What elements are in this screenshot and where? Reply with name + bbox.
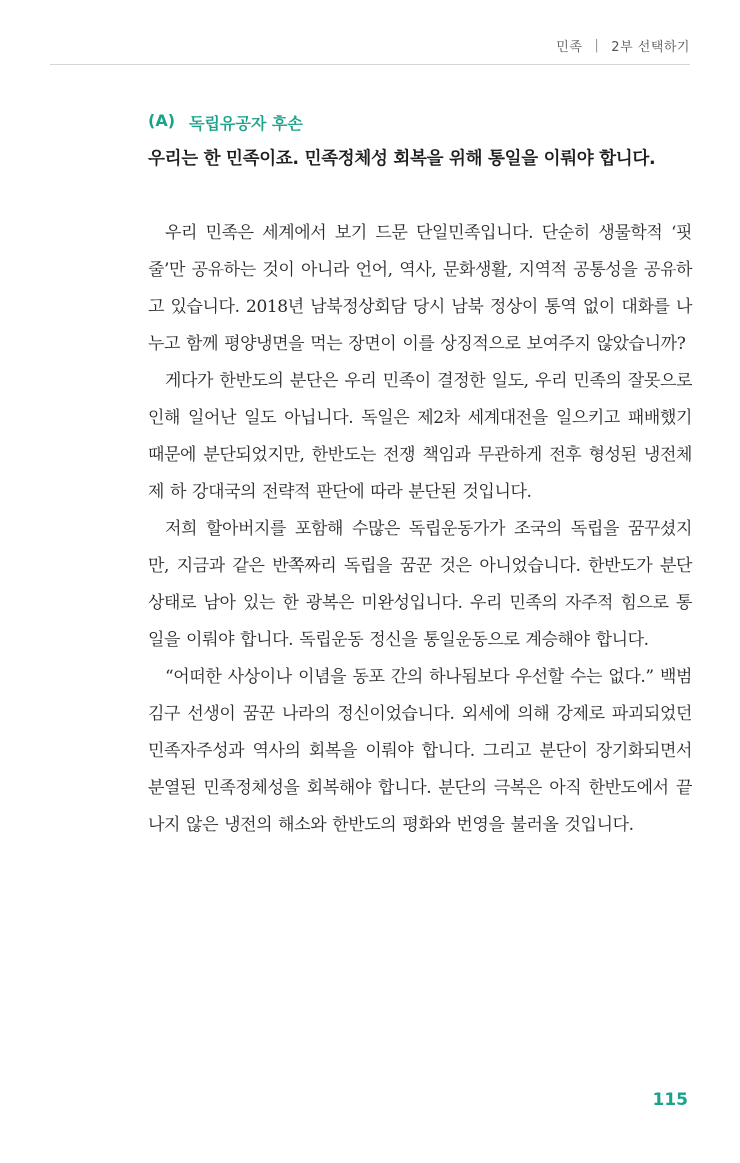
page-number: 115: [652, 1090, 688, 1110]
header-chapter: 2부 선택하기: [611, 40, 690, 55]
body-text: [148, 215, 692, 844]
header-separator: |: [594, 38, 600, 53]
running-header: [556, 36, 690, 55]
paragraph: 우리 민족은 세계에서 보기 드문 단일민족입니다. 단순히 생물학적 ‘핏줄’만 공유하는 것이 아니라 언어, 역사, 문화생활, 지역적 공통성을 공유하고 있습니다. 2018년 남북정상회담 당시 남북 정상이 통역 없이 대화를 나누고 함께 평양냉면을 먹는 장면이 이를 상징적으로 보여주지 않았습니까?: [148, 223, 692, 354]
section-marker: (A): [148, 111, 176, 130]
header-section: 민족: [556, 40, 583, 55]
section-title: 독립유공자 후손: [189, 114, 303, 133]
paragraph: 저희 할아버지를 포함해 수많은 독립운동가가 조국의 독립을 꿈꾸셨지만, 지금과 같은 반쪽짜리 독립을 꿈꾼 것은 아니었습니다. 한반도가 분단 상태로 남아 있는 한 광복은 미완성입니다. 우리 민족의 자주적 힘으로 통일을 이뤄야 합니다. 독립운동 정신을 통일운동으로 계승해야 합니다.: [148, 519, 692, 650]
paragraph: 게다가 한반도의 분단은 우리 민족이 결정한 일도, 우리 민족의 잘못으로 인해 일어난 일도 아닙니다. 독일은 제2차 세계대전을 일으키고 패배했기 때문에 분단되었지만, 한반도는 전쟁 책임과 무관하게 전후 형성된 냉전체제 하 강대국의 전략적 판단에 따라 분단된 것입니다.: [148, 371, 692, 502]
header-rule: [50, 64, 690, 65]
section-label: [148, 111, 303, 134]
headline: 우리는 한 민족이죠. 민족정체성 회복을 위해 통일을 이뤄야 합니다.: [148, 149, 656, 169]
paragraph: “어떠한 사상이나 이념을 동포 간의 하나됨보다 우선할 수는 없다.” 백범 김구 선생이 꿈꾼 나라의 정신이었습니다. 외세에 의해 강제로 파괴되었던 민족자주성과 역사의 회복을 이뤄야 합니다. 그리고 분단이 장기화되면서 분열된 민족정체성을 회복해야 합니다. 분단의 극복은 아직 한반도에서 끝나지 않은 냉전의 해소와 한반도의 평화와 번영을 불러올 것입니다.: [148, 667, 692, 835]
